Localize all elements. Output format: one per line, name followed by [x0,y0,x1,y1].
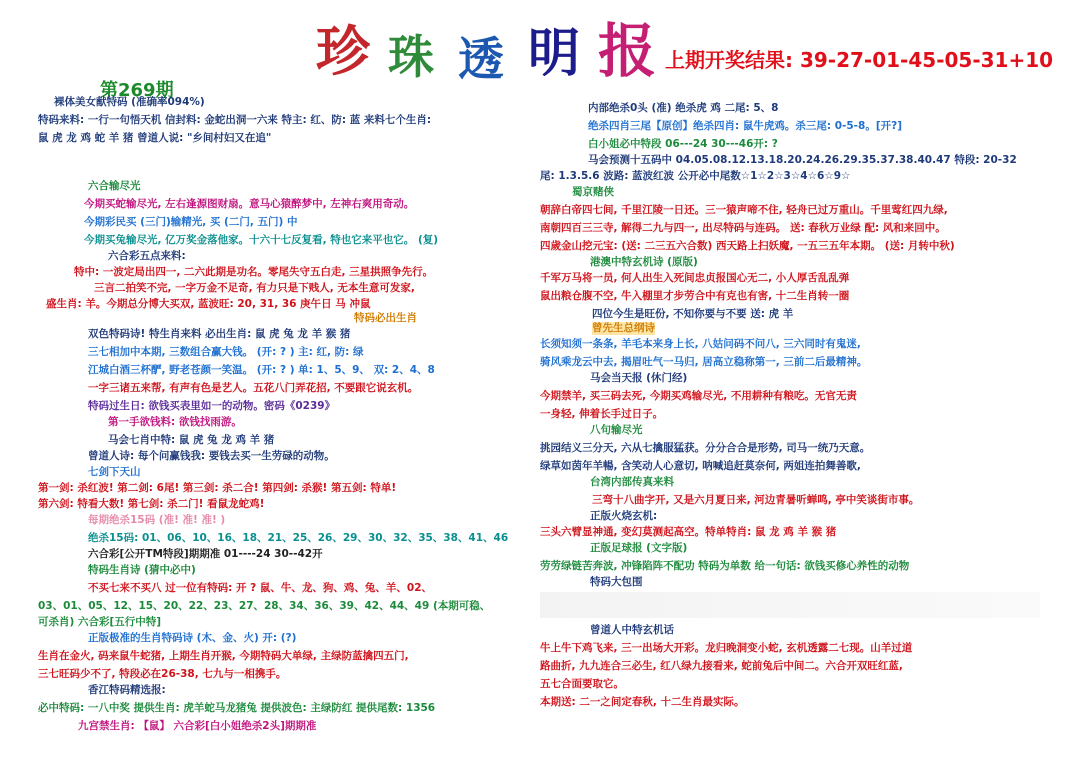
text-line: 六合输尽光 [88,180,141,192]
text-line: 特码来料: 一行一句悟天机 信封料: 金蛇出洞一六来 特主: 红、防: 蓝 来料七个生肖: [38,114,432,126]
text-line: 马会预测十五码中 04.05.08.12.13.18.20.24.26.29.35.37.38.40.47 特段: 20-32 [588,154,1017,166]
text-line: 可杀肖) 六合彩[五行中特] [38,616,162,628]
text-line: 正版火烧玄机: [590,510,658,522]
text-line: 马会当天报 (休门经) [590,372,688,384]
text-line: 一字三诸五来帮, 有声有色是艺人。五花八门弄花招, 不要跟它说玄机。 [88,382,419,394]
text-line: 绝杀四肖三尾【原创】绝杀四肖: 鼠牛虎鸡。杀三尾: 0-5-8。[开?] [588,120,903,132]
title-char-3: 透 [458,32,504,86]
text-line: 曾道人诗: 每个问赢钱我: 要钱去买一生劳碌的动物。 [88,450,335,462]
text-line: 台湾内部传真来料 [590,476,674,488]
text-line: 南朝四百三三寺, 解得二九与四一, 出尽特码与连码。 送: 春秋万业绿 配: 风和来回中。 [540,222,946,234]
text-line: 必中特码: 一八中奖 提供生肖: 虎羊蛇马龙猪兔 提供波色: 主绿防红 提供尾数: 1356 [38,702,436,714]
text-line: 四歲金山挖元宝: (送: 二三五六合数) 西天路上扫妖魔, 一五三五年本期。 (送: 月转中秋) [540,240,955,252]
text-line: 生肖在金火, 码来鼠牛蛇猪, 上期生肖开猴, 今期特码大单绿, 主绿防蓝擒四五门, [38,650,409,662]
text-line: 不买七来不买八 过一位有特码: 开 ? 鼠、牛、龙、狗、鸡、兔、羊、02、 [88,582,433,594]
text-line: 特中: 一波定局出四一, 二六此期是功名。零尾失守五白走, 三星拱照争先行。 [74,266,434,278]
text-line: 江城白酒三杯酽, 野老苍颜一笑温。 (开: ? ) 单: 1、5、9、 双: 2、4、8 [88,364,435,376]
text-line: 双色特码诗! 特生肖来料 必出生肖: 鼠 虎 兔 龙 羊 猴 猪 [88,328,351,340]
text-line: 特码生肖诗 (猜中必中) [88,564,196,576]
text-line: 正版极准的生肖特码诗 (木、金、火) 开: (?) [88,632,297,644]
text-line: 特码过生日: 欲钱买表里如一的动物。密码《0239》 [88,400,336,412]
text-line: 三弯十八曲字开, 又是六月夏日来, 河边青暑听蝉鸣, 亭中笑谈街市事。 [592,494,920,506]
text-line: 牛上牛下鸡飞来, 三一出场大开彩。龙归晚洞变小蛇, 玄机透露二七现。山羊过道 [540,642,913,654]
text-line: 曾道人中特玄机话 [590,624,674,636]
text-line: 尾: 1.3.5.6 波路: 蓝波红波 公开必中尾数☆1☆2☆3☆4☆6☆9☆ [540,170,851,182]
text-line: 马会七肖中特: 鼠 虎 兔 龙 鸡 羊 猪 [108,434,275,446]
text-line: 朝辞白帝四七间, 千里江陵一日还。三一猿声啼不住, 轻舟已过万重山。千里莺红四九绿, [540,204,948,216]
title-char-4: 明 [528,23,581,84]
text-line: 骑风乘龙云中去, 揭眉吐气一马归, 居高立稳称第一, 三前二后最精神。 [540,356,868,368]
text-line: 路曲折, 九九连合三必生, 红八绿九接看来, 蛇前兔后中间二。六合开双旺红蓝, [540,660,903,672]
faded-blank-area [540,592,1040,618]
text-line: 03、01、05、12、15、20、22、23、27、28、34、36、39、42、44、49 (本期可稳、 [38,600,491,612]
text-line: 蜀京赌侠 [572,186,614,198]
text-line: 挑园结义三分天, 六从七擒服猛获。分分合合是形势, 司马一统乃天意。 [540,442,871,454]
text-line: 四位今生是旺份, 不知你要与不要 送: 虎 羊 [592,308,794,320]
text-line: 特码必出生肖 [354,312,417,324]
masthead [0,0,1080,101]
text-line: 港澳中特玄机诗 (原版) [590,256,698,268]
text-line: 本期送: 二一之间定春秋, 十二生肖最实际。 [540,696,745,708]
title-char-1: 珍 [316,19,370,83]
text-line: 八句输尽光 [590,424,643,436]
text-line: 特码大包围 [590,576,643,588]
text-line: 今期买蛇输尽光, 左右逢源图财扇。意马心猿醉梦中, 左神右爽用奇动。 [84,198,415,210]
text-line: 白小姐必中特段 06---24 30---46开: ? [588,138,778,150]
text-line: 正版足球报 (文字版) [590,542,688,554]
text-line: 裸体美女献特码 (准确率094%) [54,96,205,108]
text-line: 五七合面要取它。 [540,678,624,690]
text-line: 三言二拍笑不完, 一字万金不足奇, 有力只是下贱人, 无本生意可发家, [94,282,415,294]
text-line: 千军万马将一员, 何人出生入死间忠贞报国心无二, 小人厚舌乱乱弹 [540,272,850,284]
text-line: 七剑下天山 [88,466,141,478]
text-line: 长须知须一条条, 羊毛本来身上长, 八姑问码不问八, 三六同时有鬼迷, [540,338,861,350]
text-line: 三七旺码少不了, 特段必在26-38, 七九与一相携手。 [38,668,287,680]
text-line: 三头六臂显神通, 变幻莫测起高空。特单特肖: 鼠 龙 鸡 羊 猴 猪 [540,526,837,538]
text-line: 三七相加中本期, 三数组合赢大钱。 (开: ? ) 主: 红, 防: 绿 [88,346,364,358]
text-line: 鼠出粮仓腹不空, 牛入棚里才步劳合中有克也有害, 十二生肖转一圈 [540,290,850,302]
text-line: 六合彩五点来料: [108,250,186,262]
text-line: 九宫禁生肖: 【鼠】 六合彩[白小姐绝杀2头]期期准 [78,720,317,732]
text-line: 第一剑: 杀红波! 第二剑: 6尾! 第三剑: 杀二合! 第四剑: 杀猴! 第五剑: 特单! [38,482,397,494]
text-line: 盛生肖: 羊。今期总分博大买双, 蓝波旺: 20, 31, 36 庚午日 马 冲鼠 [46,298,371,310]
text-line: 香江特码精选报: [88,684,166,696]
last-draw-result: 上期开奖结果: 39-27-01-45-05-31+10 [665,48,1054,72]
issue-number: 第269期 [100,80,174,101]
text-line: 今期禁羊, 买三码去死, 今期买鸡输尽光, 不用耕种有粮吃。无官无责 [540,390,857,402]
text-line: 第六剑: 特看大数! 第七剑: 杀二门! 看鼠龙蛇鸡! [38,498,265,510]
title-char-2: 珠 [388,30,434,84]
text-line: 绝杀15码: 01、06、10、16、18、21、25、26、29、30、32、35、38、41、46 [88,532,509,544]
text-line: 内部绝杀0头 (准) 绝杀虎 鸡 二尾: 5、8 [588,102,779,114]
text-line: 绿草如茵年羊暢, 含笑动人心意切, 呐喊追赶莫奈何, 两姐连拍舞善歌, [540,460,861,472]
text-line: 今期买兔输尽光, 亿万奖金落他家。十六十七反复看, 特也它来平也它。 (复) [84,234,439,246]
text-line: 每期绝杀15码 (准! 准! 准! ) [88,514,226,526]
text-line: 曾先生总纲诗 [592,322,655,334]
text-line: 一身轻, 伸着长手过日子。 [540,408,664,420]
text-line: 第一手欲钱料: 欲钱找雨游。 [108,416,242,428]
text-line: 劳劳绿链苦奔波, 冲锋陷阵不配功 特码为单数 给一句话: 欲钱买修心养性的动物 [540,560,910,572]
text-line: 鼠 虎 龙 鸡 蛇 羊 猪 曾道人说: "乡间村妇又在追" [38,132,272,144]
title-char-5: 报 [598,17,657,85]
text-line: 六合彩[公开TM特段]期期准 01----24 30--42开 [88,548,323,560]
text-line: 今期彩民买 (三门)输精光, 买 (二门, 五门) 中 [84,216,298,228]
